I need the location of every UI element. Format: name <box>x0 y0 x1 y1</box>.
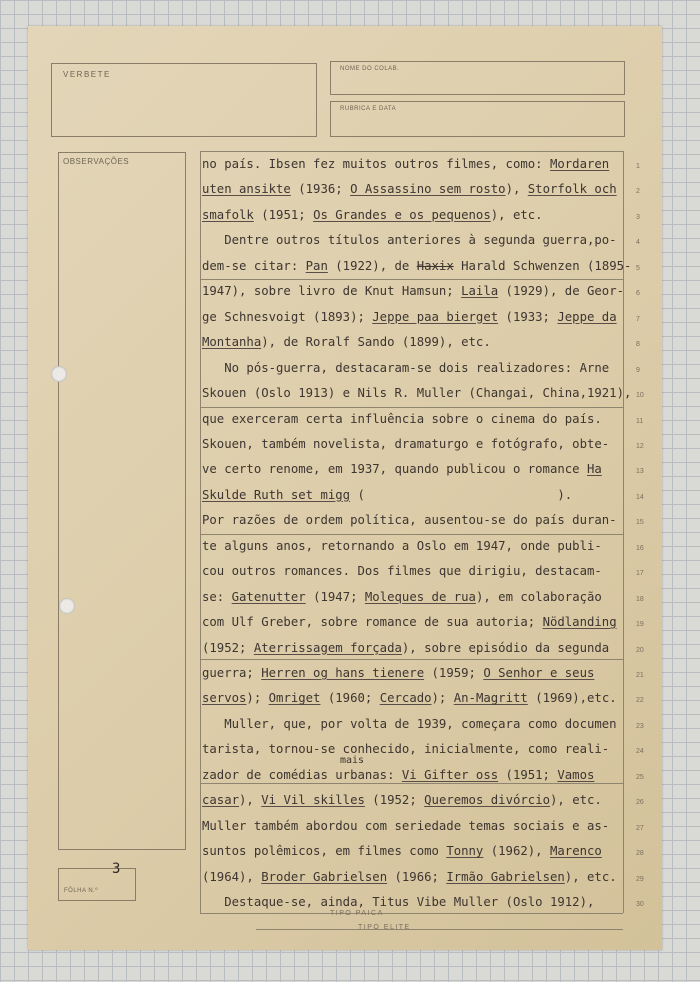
typed-line: uten ansikte (1936; O Assassino sem rosto), Storfolk och <box>202 182 617 197</box>
line-number: 4 <box>636 239 640 247</box>
typed-line: Skouen, também novelista, dramaturgo e fotógrafo, obte- <box>202 436 610 451</box>
typed-line: casar), Vi Vil skilles (1952; Queremos divórcio), etc. <box>202 793 602 808</box>
typed-line: zador de comédias urbanas: Vi Gifter oss (1951; Vamos <box>202 767 595 782</box>
line-number: 19 <box>636 621 644 629</box>
typed-line: Muller também abordou com seriedade temas sociais e as- <box>202 818 610 833</box>
line-number: 16 <box>636 544 644 552</box>
line-number: 11 <box>636 417 644 425</box>
rubrica-data-label: RUBRICA E DATA <box>340 106 397 112</box>
line-number: 6 <box>636 290 640 298</box>
typewritten-page <box>28 26 662 950</box>
typed-line: Dentre outros títulos anteriores à segunda guerra,po- <box>202 233 617 248</box>
line-number: 29 <box>636 875 644 883</box>
typed-line: (1964), Broder Gabrielsen (1966; Irmão Gabrielsen), etc. <box>202 869 617 884</box>
tipo-paica-rule <box>200 913 623 914</box>
line-number: 21 <box>636 672 644 679</box>
typed-line: Montanha), de Roralf Sando (1899), etc. <box>202 335 491 350</box>
nome-colab-label: NOME DO COLAB. <box>340 66 400 72</box>
typed-line: Muller, que, por volta de 1939, começara como documen <box>202 716 617 731</box>
line-number: 2 <box>636 188 640 196</box>
typed-line: no país. Ibsen fez muitos outros filmes, como: Mordaren <box>202 157 610 171</box>
typed-line: te alguns anos, retornando a Oslo em 1947, onde publi- <box>202 538 602 553</box>
observacoes-box <box>58 152 186 850</box>
rule-line-block-1 <box>200 279 623 280</box>
typed-line: cou outros romances. Dos filmes que dirigiu, destacam- <box>202 564 602 579</box>
tipo-elite-rule <box>256 929 623 930</box>
line-number: 20 <box>636 646 644 654</box>
text-area-left-rule <box>200 151 201 913</box>
typed-line: que exerceram certa influência sobre o cinema do país. <box>202 411 602 426</box>
observacoes-label: OBSERVAÇÕES <box>63 157 130 166</box>
line-number: 28 <box>636 850 644 858</box>
line-number: 15 <box>636 519 644 527</box>
typed-line: No pós-guerra, destacaram-se dois realizadores: Arne <box>202 360 610 375</box>
line-number: 30 <box>636 901 644 909</box>
tipo-paica-label: TIPO PAICA <box>330 910 384 917</box>
line-number: 24 <box>636 748 644 756</box>
line-number: 22 <box>636 697 644 705</box>
typed-line: tarista, tornou-se conhecido, inicialmente, como reali- <box>202 742 610 757</box>
line-number: 14 <box>636 493 644 501</box>
typed-line: suntos polêmicos, em filmes como Tonny (1962), Marenco <box>202 844 602 859</box>
rule-line-top <box>200 151 623 152</box>
typed-line: (1952; Aterrissagem forçada), sobre episódio da segunda <box>202 640 610 655</box>
line-number: 25 <box>636 773 644 781</box>
line-number: 23 <box>636 722 644 730</box>
line-number: 8 <box>636 341 640 349</box>
typed-line: guerra; Herren og hans tienere (1959; O Senhor e seus <box>202 666 595 680</box>
line-number: 17 <box>636 570 644 578</box>
line-number: 12 <box>636 442 644 450</box>
tipo-elite-label: TIPO ELITE <box>358 924 411 931</box>
rule-line-block-2 <box>200 407 623 408</box>
line-number: 3 <box>636 213 640 221</box>
line-number: 7 <box>636 315 640 323</box>
rule-line-block-4 <box>200 659 623 660</box>
folha-label: FÔLHA N.º <box>64 888 99 894</box>
line-number: 9 <box>636 366 640 374</box>
line-number: 26 <box>636 799 644 807</box>
rule-line-block-3 <box>200 534 623 535</box>
typed-line: dem-se citar: Pan (1922), de Haxix Harald Schwenzen (1895- <box>202 258 632 273</box>
typed-line: com Ulf Greber, sobre romance de sua autoria; Nödlanding <box>202 615 617 630</box>
line-number: 13 <box>636 468 644 476</box>
typed-line: servos); Omriget (1960; Cercado); An-Magritt (1969),etc. <box>202 691 617 706</box>
folha-number: 3 <box>112 861 121 877</box>
line-number: 27 <box>636 824 644 832</box>
typed-line: Destaque-se, ainda, Titus Vibe Muller (Oslo 1912), <box>202 895 595 910</box>
folha-box <box>58 868 136 901</box>
punch-hole-top <box>51 366 67 382</box>
line-number: 10 <box>636 392 644 400</box>
typed-line: Skulde Ruth set migg ( ). <box>202 487 573 502</box>
typed-line: Skouen (Oslo 1913) e Nils R. Muller (Changai, China,1921), <box>202 386 632 401</box>
typed-line: 1947), sobre livro de Knut Hamsun; Laila (1929), de Geor- <box>202 284 625 299</box>
inserted-word: mais <box>340 755 365 766</box>
typed-line: ge Schnesvoigt (1893); Jeppe paa bierget (1933; Jeppe da <box>202 309 617 324</box>
line-number: 18 <box>636 595 644 603</box>
punch-hole-bottom <box>59 598 75 614</box>
typed-line: smafolk (1951; Os Grandes e os pequenos), etc. <box>202 207 543 222</box>
typed-line: se: Gatenutter (1947; Moleques de rua), em colaboração <box>202 589 602 604</box>
typed-line: Por razões de ordem política, ausentou-se do país duran- <box>202 513 617 528</box>
rule-line-block-5 <box>200 783 623 784</box>
line-number: 1 <box>636 163 640 170</box>
typing-area <box>200 151 644 913</box>
line-number: 5 <box>636 264 640 272</box>
verbete-label: VERBETE <box>63 70 111 79</box>
typed-line: ve certo renome, em 1937, quando publicou o romance Ha <box>202 462 602 477</box>
